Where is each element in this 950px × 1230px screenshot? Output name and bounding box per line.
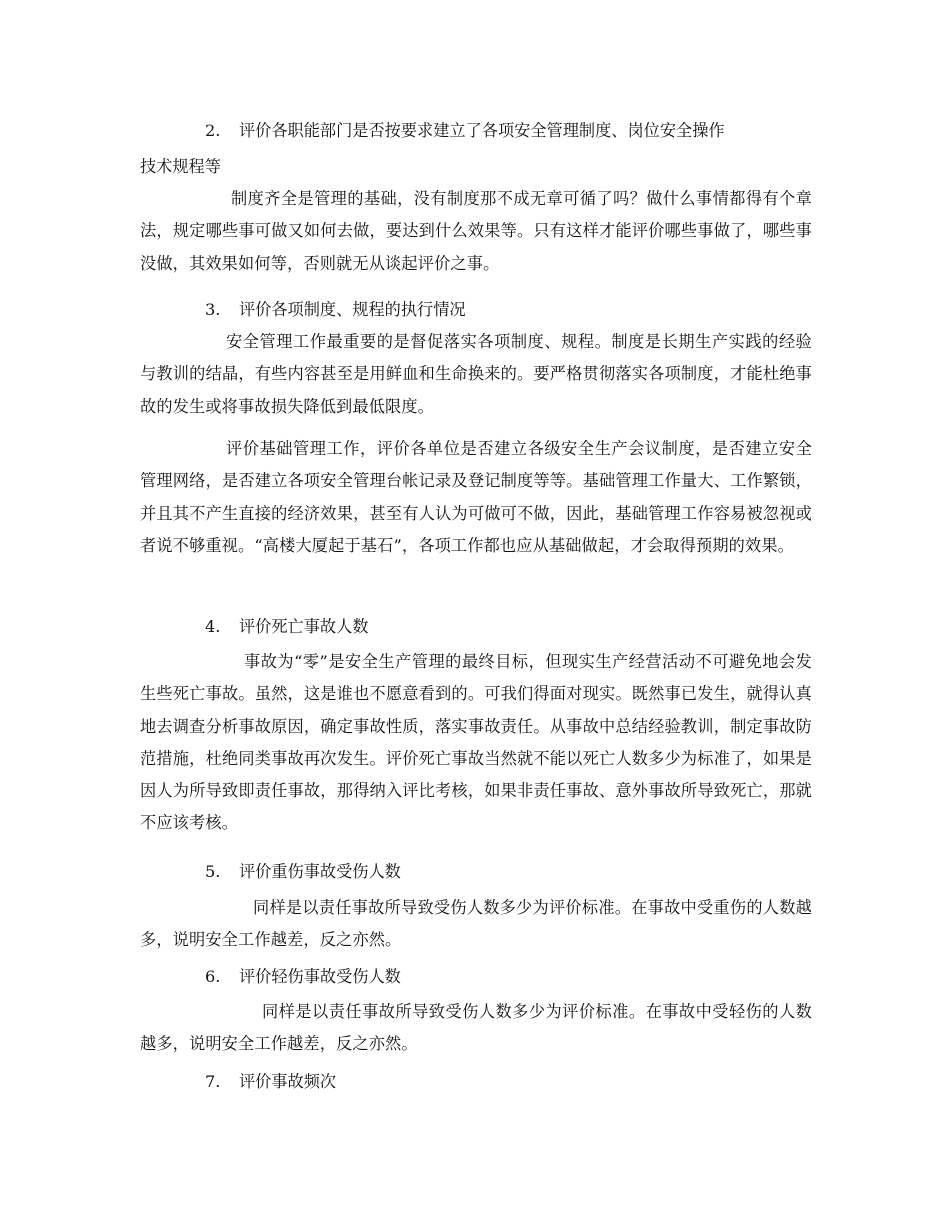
section-2-number: 2. [205,121,221,140]
section-3-paragraph-1: 安全管理工作最重要的是督促落实各项制度、规程。制度是长期生产实践的经验与教训的结晶，有些内容甚至是用鲜血和生命换来的。要严格贯彻落实各项制度，才能杜绝事故的发生或将事故损失降低到最低限度。 [140,332,812,416]
section-5-heading [205,856,401,888]
section-6-paragraph: 同样是以责任事故所导致受伤人数多少为评价标准。在事故中受轻伤的人数越多，说明安全工作越差，反之亦然。 [140,1002,812,1054]
section-7-title: 评价事故频次 [239,1072,337,1091]
section-6-title: 评价轻伤事故受伤人数 [239,967,401,986]
section-3-title: 评价各项制度、规程的执行情况 [239,300,466,319]
section-4-heading [205,611,369,643]
section-5-title: 评价重伤事故受伤人数 [239,862,401,881]
section-4-paragraph: 事故为“零”是安全生产管理的最终目标，但现实生产经营活动不可避免地会发生些死亡事故。虽然，这是谁也不愿意看到的。可我们得面对现实。既然事已发生，就得认真地去调查分析事故原因，确定事故性质，落实事故责任。从事故中总结经验教训，制定事故防范措施，杜绝同类事故再次发生。评价死亡事故当然就不能以死亡人数多少为标准了，如果是因人为所导致即责任事故，那得纳入评比考核，如果非责任事故、意外事故所导致死亡，那就不应该考核。 [140,652,812,833]
section-4-number: 4. [205,617,221,636]
section-5-number: 5. [205,862,221,881]
section-2-title: 评价各职能部门是否按要求建立了各项安全管理制度、岗位安全操作 [239,121,725,140]
section-7-heading [205,1066,336,1098]
section-3-paragraph-2: 评价基础管理工作，评价各单位是否建立各级安全生产会议制度，是否建立安全管理网络，是否建立各项安全管理台帐记录及登记制度等等。基础管理工作量大、工作繁锁，并且其不产生直接的经济效果，甚至有人认为可做可不做，因此，基础管理工作容易被忽视或者说不够重视。“高楼大厦起于基石”，各项工作都也应从基础做起，才会取得预期的效果。 [140,439,812,555]
section-2-heading [205,115,725,147]
section-3-heading [205,294,466,326]
section-3-number: 3. [205,300,221,319]
section-2-paragraph: 制度齐全是管理的基础，没有制度那不成无章可循了吗？做什么事情都得有个章法，规定哪些事可做又如何去做，要达到什么效果等。只有这样才能评价哪些事做了，哪些事没做，其效果如何等，否则就无从谈起评价之事。 [140,189,812,273]
section-7-number: 7. [205,1072,221,1091]
section-6-heading [205,961,401,993]
section-5-paragraph: 同样是以责任事故所导致受伤人数多少为评价标准。在事故中受重伤的人数越多，说明安全工作越差，反之亦然。 [140,898,812,950]
section-2-heading-continued: 技术规程等 [140,157,221,176]
section-6-number: 6. [205,967,221,986]
section-4-title: 评价死亡事故人数 [239,617,369,636]
